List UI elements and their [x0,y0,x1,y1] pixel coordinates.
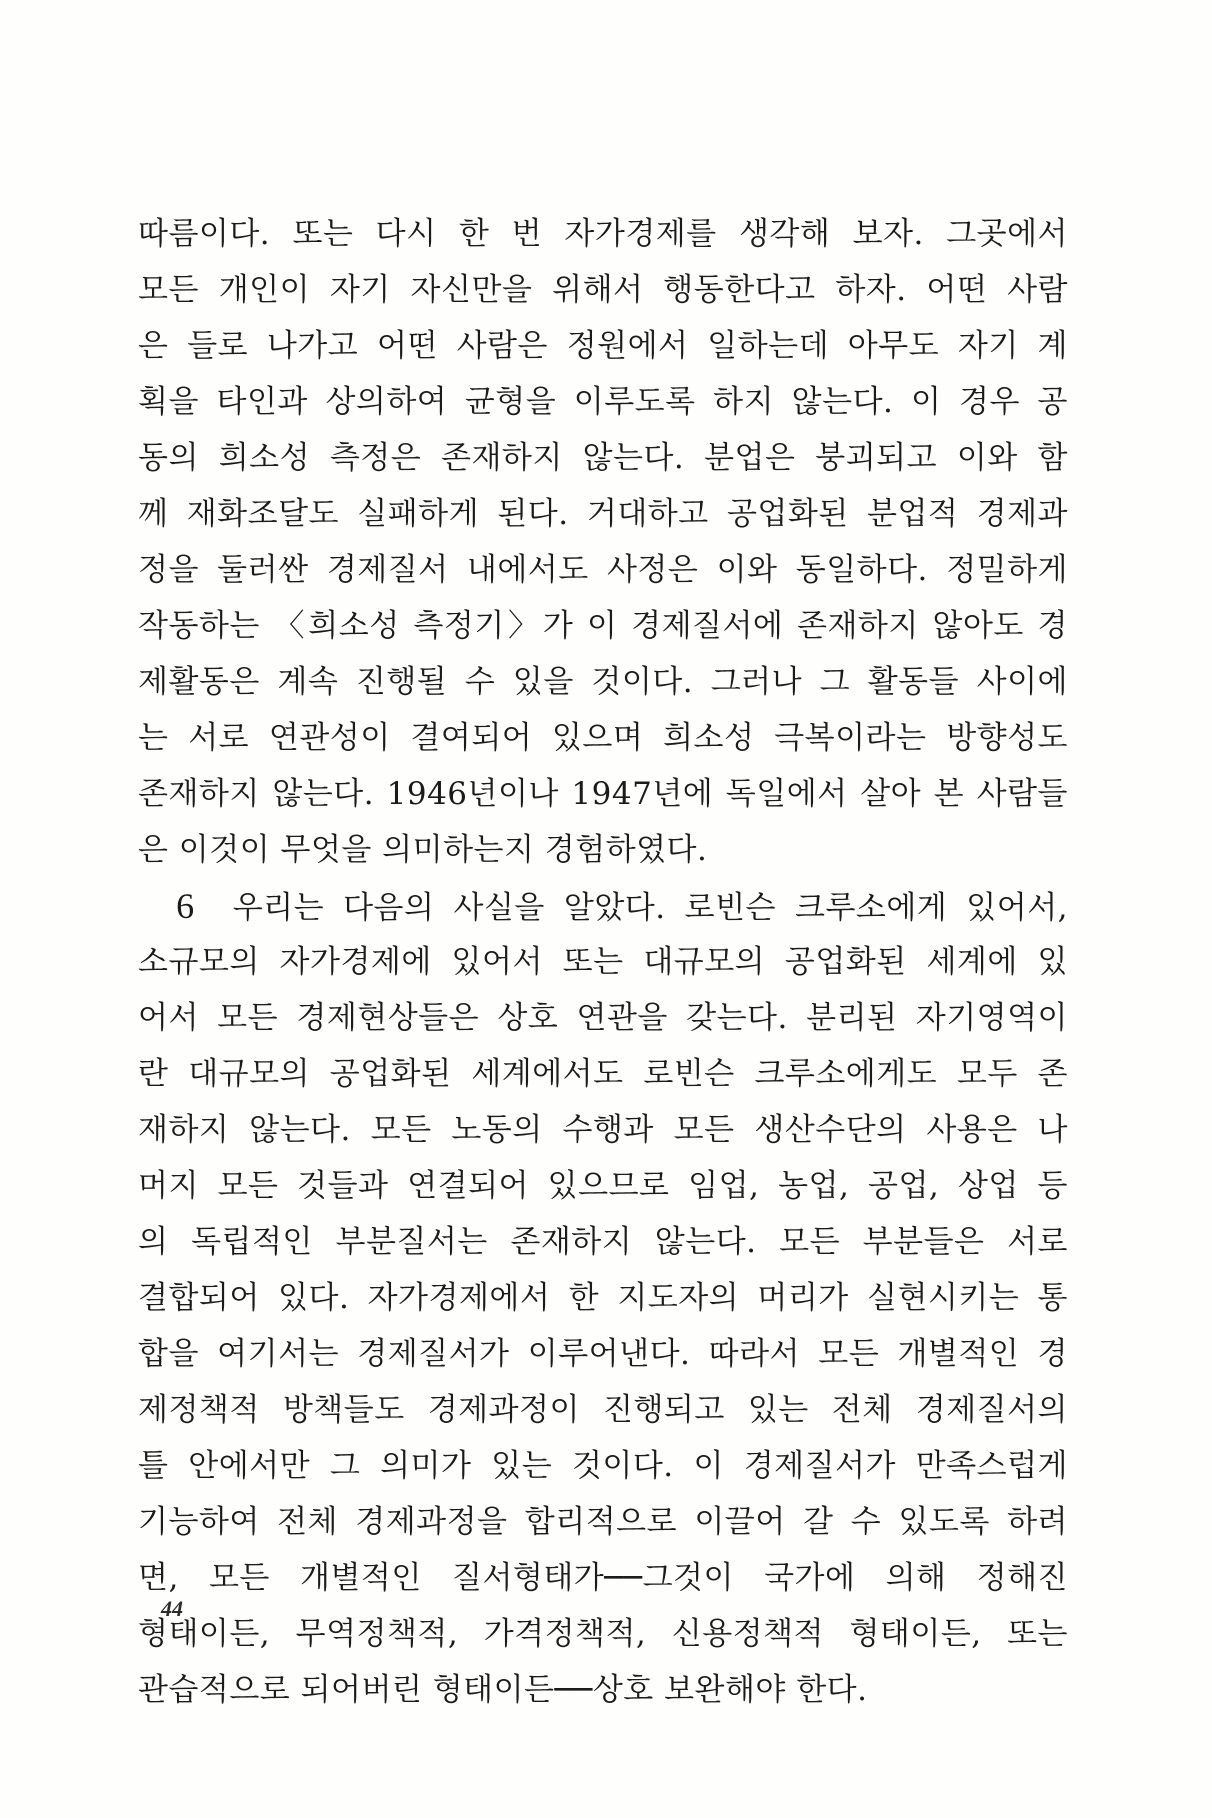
text-line: 는 서로 연관성이 결여되어 있으며 희소성 극복이라는 방향성도 [138,720,1068,756]
text-line: 소규모의 자가경제에 있어서 또는 대규모의 공업화된 세계에 있 [138,944,1068,980]
text-line: 의 독립적인 부분질서는 존재하지 않는다. 모든 부분들은 서로 [138,1224,1068,1260]
text-line: 은 들로 나가고 어떤 사람은 정원에서 일하는데 아무도 자기 계 [138,328,1068,364]
text-line: 존재하지 않는다. 1946년이나 1947년에 독일에서 살아 본 사람들 [138,776,1068,812]
text-line: 정을 둘러싼 경제질서 내에서도 사정은 이와 동일하다. 정밀하게 [138,552,1068,588]
paragraph-number: 6 [176,886,195,926]
text-line: 기능하여 전체 경제과정을 합리적으로 이끌어 갈 수 있도록 하려 [138,1504,1068,1540]
text-line: 은 이것이 무엇을 의미하는지 경험하였다. [138,832,708,868]
text-line: 어서 모든 경제현상들은 상호 연관을 갖는다. 분리된 자기영역이 [138,1000,1068,1036]
text-line: 합을 여기서는 경제질서가 이루어낸다. 따라서 모든 개별적인 경 [138,1336,1068,1372]
text-line: 모든 개인이 자기 자신만을 위해서 행동한다고 하자. 어떤 사람 [138,272,1068,308]
text-line: 작동하는 〈희소성 측정기〉가 이 경제질서에 존재하지 않아도 경 [138,608,1068,644]
text-line: 재하지 않는다. 모든 노동의 수행과 모든 생산수단의 사용은 나 [138,1112,1068,1148]
text-line: 머지 모든 것들과 연결되어 있으므로 임업, 농업, 공업, 상업 등 [138,1168,1068,1204]
text-line: 께 재화조달도 실패하게 된다. 거대하고 공업화된 분업적 경제과 [138,496,1068,532]
page-number: 44 [161,1596,183,1621]
body-text [138,206,1068,1718]
text-line: 따름이다. 또는 다시 한 번 자가경제를 생각해 보자. 그곳에서 [138,216,1068,252]
text-line: 제활동은 계속 진행될 수 있을 것이다. 그러나 그 활동들 사이에 [138,664,1068,700]
text-line: 틀 안에서만 그 의미가 있는 것이다. 이 경제질서가 만족스럽게 [138,1448,1068,1484]
text-line: 형태이든, 무역정책적, 가격정책적, 신용정책적 형태이든, 또는 [138,1616,1068,1652]
text-line: 동의 희소성 측정은 존재하지 않는다. 분업은 붕괴되고 이와 함 [138,440,1068,476]
text-line: 관습적으로 되어버린 형태이든──상호 보완해야 한다. [138,1672,868,1708]
paragraph-first-line [138,878,1068,934]
text-line: 결합되어 있다. 자가경제에서 한 지도자의 머리가 실현시키는 통 [138,1280,1068,1316]
text-line: 란 대규모의 공업화된 세계에서도 로빈슨 크루소에게도 모두 존 [138,1056,1068,1092]
text-line: 우리는 다음의 사실을 알았다. 로빈슨 크루소에게 있어서, [232,890,1068,926]
text-line: 획을 타인과 상의하여 균형을 이루도록 하지 않는다. 이 경우 공 [138,384,1068,420]
text-line: 면, 모든 개별적인 질서형태가──그것이 국가에 의해 정해진 [138,1560,1068,1596]
text-line: 제정책적 방책들도 경제과정이 진행되고 있는 전체 경제질서의 [138,1392,1068,1428]
